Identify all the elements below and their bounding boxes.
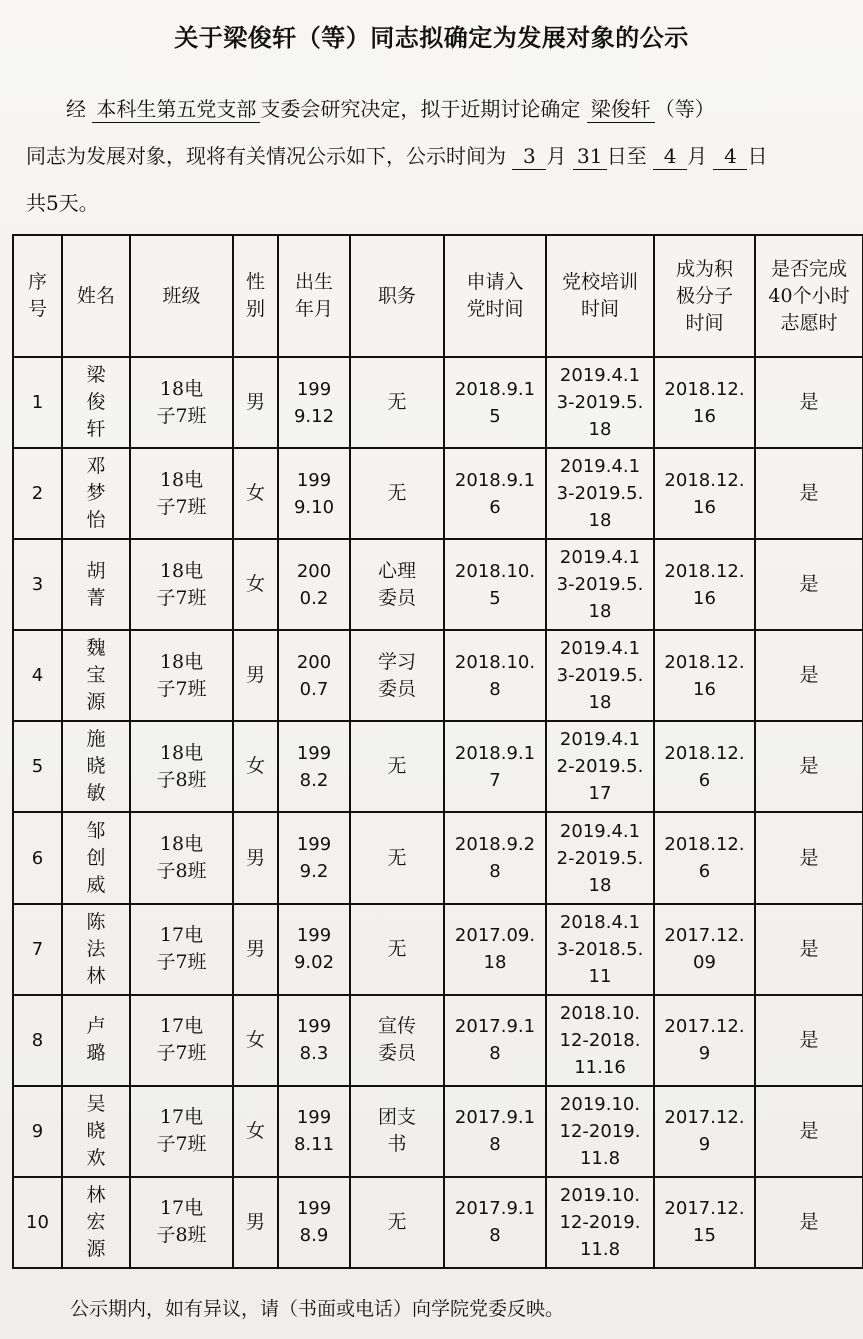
cell-duty: 无 <box>350 812 444 903</box>
cell-volunteer-hours: 是 <box>755 357 863 448</box>
table-row <box>13 1177 863 1268</box>
footer-note: 公示期内，如有异议，请（书面或电话）向学院党委反映。 <box>70 1298 565 1320</box>
committee-name: 本科生第五党支部 <box>92 96 260 123</box>
table-row <box>13 995 863 1086</box>
cell-birth: 1998.11 <box>278 1086 350 1177</box>
cell-name: 陈法林 <box>62 904 130 995</box>
cell-no: 8 <box>13 995 62 1086</box>
header-birth: 出生年月 <box>278 235 350 357</box>
header-no: 序号 <box>13 235 62 357</box>
end-day: 4 <box>713 143 747 170</box>
cell-apply-time: 2018.9.28 <box>444 812 546 903</box>
cell-party-school-time: 2019.4.13-2019.5.18 <box>546 357 654 448</box>
cell-party-school-time: 2019.4.12-2019.5.18 <box>546 812 654 903</box>
cell-party-school-time: 2019.10.12-2019.11.8 <box>546 1177 654 1268</box>
end-month: 4 <box>653 143 687 170</box>
table-row <box>13 812 863 903</box>
table-row <box>13 357 863 448</box>
intro-line-2 <box>26 133 861 180</box>
cell-birth: 1999.10 <box>278 448 350 539</box>
cell-activist-time: 2017.12.09 <box>654 904 755 995</box>
cell-class: 17电子7班 <box>130 1086 233 1177</box>
nominee-name: 梁俊轩 <box>587 96 655 123</box>
cell-gender: 男 <box>233 812 278 903</box>
intro-middle: 支委会研究决定，拟于近期讨论确定 <box>260 97 581 121</box>
cell-class: 18电子7班 <box>130 448 233 539</box>
cell-name: 林宏源 <box>62 1177 130 1268</box>
header-gender: 性别 <box>233 235 278 357</box>
cell-gender: 女 <box>233 539 278 630</box>
header-activist-time: 成为积极分子时间 <box>654 235 755 357</box>
header-duty: 职务 <box>350 235 444 357</box>
cell-no: 5 <box>13 721 62 812</box>
candidates-table <box>12 234 863 1269</box>
cell-volunteer-hours: 是 <box>755 448 863 539</box>
cell-no: 6 <box>13 812 62 903</box>
table-row <box>13 904 863 995</box>
cell-gender: 女 <box>233 448 278 539</box>
cell-volunteer-hours: 是 <box>755 630 863 721</box>
cell-birth: 2000.7 <box>278 630 350 721</box>
intro-line-2-prefix: 同志为发展对象，现将有关情况公示如下，公示时间为 <box>26 144 506 168</box>
cell-duty: 学习委员 <box>350 630 444 721</box>
cell-gender: 女 <box>233 721 278 812</box>
cell-duty: 无 <box>350 448 444 539</box>
cell-duty: 无 <box>350 721 444 812</box>
cell-apply-time: 2017.9.18 <box>444 1086 546 1177</box>
cell-name: 梁俊轩 <box>62 357 130 448</box>
cell-party-school-time: 2019.4.13-2019.5.18 <box>546 539 654 630</box>
cell-volunteer-hours: 是 <box>755 1177 863 1268</box>
cell-class: 18电子8班 <box>130 721 233 812</box>
cell-name: 卢璐 <box>62 995 130 1086</box>
cell-activist-time: 2017.12.15 <box>654 1177 755 1268</box>
intro-prefix: 经 <box>66 97 86 121</box>
intro-paragraph <box>26 86 861 227</box>
table-row <box>13 448 863 539</box>
cell-volunteer-hours: 是 <box>755 995 863 1086</box>
cell-birth: 1999.02 <box>278 904 350 995</box>
end-day-label: 日 <box>747 144 768 168</box>
cell-apply-time: 2017.9.18 <box>444 995 546 1086</box>
cell-gender: 男 <box>233 630 278 721</box>
cell-activist-time: 2018.12.16 <box>654 630 755 721</box>
cell-party-school-time: 2019.4.13-2019.5.18 <box>546 630 654 721</box>
cell-name: 胡菁 <box>62 539 130 630</box>
cell-duty: 宣传委员 <box>350 995 444 1086</box>
cell-duty: 无 <box>350 1177 444 1268</box>
cell-party-school-time: 2018.4.13-2018.5.11 <box>546 904 654 995</box>
cell-birth: 1998.2 <box>278 721 350 812</box>
cell-activist-time: 2017.12.9 <box>654 1086 755 1177</box>
cell-name: 邹创威 <box>62 812 130 903</box>
cell-activist-time: 2017.12.9 <box>654 995 755 1086</box>
cell-name: 魏宝源 <box>62 630 130 721</box>
cell-birth: 1999.2 <box>278 812 350 903</box>
cell-volunteer-hours: 是 <box>755 812 863 903</box>
cell-class: 18电子8班 <box>130 812 233 903</box>
cell-apply-time: 2018.9.15 <box>444 357 546 448</box>
cell-activist-time: 2018.12.6 <box>654 812 755 903</box>
cell-birth: 2000.2 <box>278 539 350 630</box>
cell-birth: 1999.12 <box>278 357 350 448</box>
cell-duty: 无 <box>350 904 444 995</box>
cell-duty: 心理委员 <box>350 539 444 630</box>
table-row <box>13 1086 863 1177</box>
cell-duty: 无 <box>350 357 444 448</box>
cell-name: 吴晓欢 <box>62 1086 130 1177</box>
intro-suffix: （等） <box>654 97 715 121</box>
cell-apply-time: 2017.9.18 <box>444 1177 546 1268</box>
table-row <box>13 721 863 812</box>
cell-class: 18电子7班 <box>130 357 233 448</box>
cell-activist-time: 2018.12.16 <box>654 357 755 448</box>
header-volunteer-hours: 是否完成40个小时志愿时 <box>755 235 863 357</box>
intro-line-3: 共5天。 <box>26 191 99 215</box>
cell-class: 17电子7班 <box>130 995 233 1086</box>
cell-gender: 男 <box>233 904 278 995</box>
intro-line-1 <box>26 86 861 133</box>
cell-class: 18电子7班 <box>130 630 233 721</box>
cell-no: 10 <box>13 1177 62 1268</box>
cell-gender: 男 <box>233 357 278 448</box>
cell-no: 4 <box>13 630 62 721</box>
candidates-table-wrapper <box>12 234 862 1269</box>
cell-gender: 男 <box>233 1177 278 1268</box>
cell-no: 1 <box>13 357 62 448</box>
start-day-label: 日至 <box>606 144 647 168</box>
cell-name: 邓梦怡 <box>62 448 130 539</box>
document-title: 关于梁俊轩（等）同志拟确定为发展对象的公示 <box>174 24 689 52</box>
cell-activist-time: 2018.12.16 <box>654 448 755 539</box>
table-row <box>13 539 863 630</box>
cell-volunteer-hours: 是 <box>755 721 863 812</box>
start-day: 31 <box>573 143 607 170</box>
cell-no: 7 <box>13 904 62 995</box>
cell-class: 18电子7班 <box>130 539 233 630</box>
cell-class: 17电子7班 <box>130 904 233 995</box>
cell-volunteer-hours: 是 <box>755 904 863 995</box>
cell-duty: 团支书 <box>350 1086 444 1177</box>
cell-apply-time: 2018.9.17 <box>444 721 546 812</box>
start-month-label: 月 <box>546 144 567 168</box>
header-name: 姓名 <box>62 235 130 357</box>
cell-birth: 1998.3 <box>278 995 350 1086</box>
cell-apply-time: 2018.9.16 <box>444 448 546 539</box>
cell-volunteer-hours: 是 <box>755 539 863 630</box>
cell-apply-time: 2018.10.8 <box>444 630 546 721</box>
cell-party-school-time: 2019.4.12-2019.5.17 <box>546 721 654 812</box>
header-class: 班级 <box>130 235 233 357</box>
cell-no: 3 <box>13 539 62 630</box>
cell-no: 2 <box>13 448 62 539</box>
cell-party-school-time: 2018.10.12-2018.11.16 <box>546 995 654 1086</box>
cell-apply-time: 2018.10.5 <box>444 539 546 630</box>
cell-no: 9 <box>13 1086 62 1177</box>
cell-activist-time: 2018.12.16 <box>654 539 755 630</box>
cell-activist-time: 2018.12.6 <box>654 721 755 812</box>
cell-birth: 1998.9 <box>278 1177 350 1268</box>
cell-party-school-time: 2019.4.13-2019.5.18 <box>546 448 654 539</box>
end-month-label: 月 <box>687 144 708 168</box>
cell-class: 17电子8班 <box>130 1177 233 1268</box>
cell-gender: 女 <box>233 1086 278 1177</box>
table-row <box>13 630 863 721</box>
cell-apply-time: 2017.09.18 <box>444 904 546 995</box>
cell-gender: 女 <box>233 995 278 1086</box>
cell-name: 施晓敏 <box>62 721 130 812</box>
start-month: 3 <box>512 143 546 170</box>
cell-volunteer-hours: 是 <box>755 1086 863 1177</box>
header-party-school-time: 党校培训时间 <box>546 235 654 357</box>
header-apply-time: 申请入党时间 <box>444 235 546 357</box>
table-header-row <box>13 235 863 357</box>
cell-party-school-time: 2019.10.12-2019.11.8 <box>546 1086 654 1177</box>
